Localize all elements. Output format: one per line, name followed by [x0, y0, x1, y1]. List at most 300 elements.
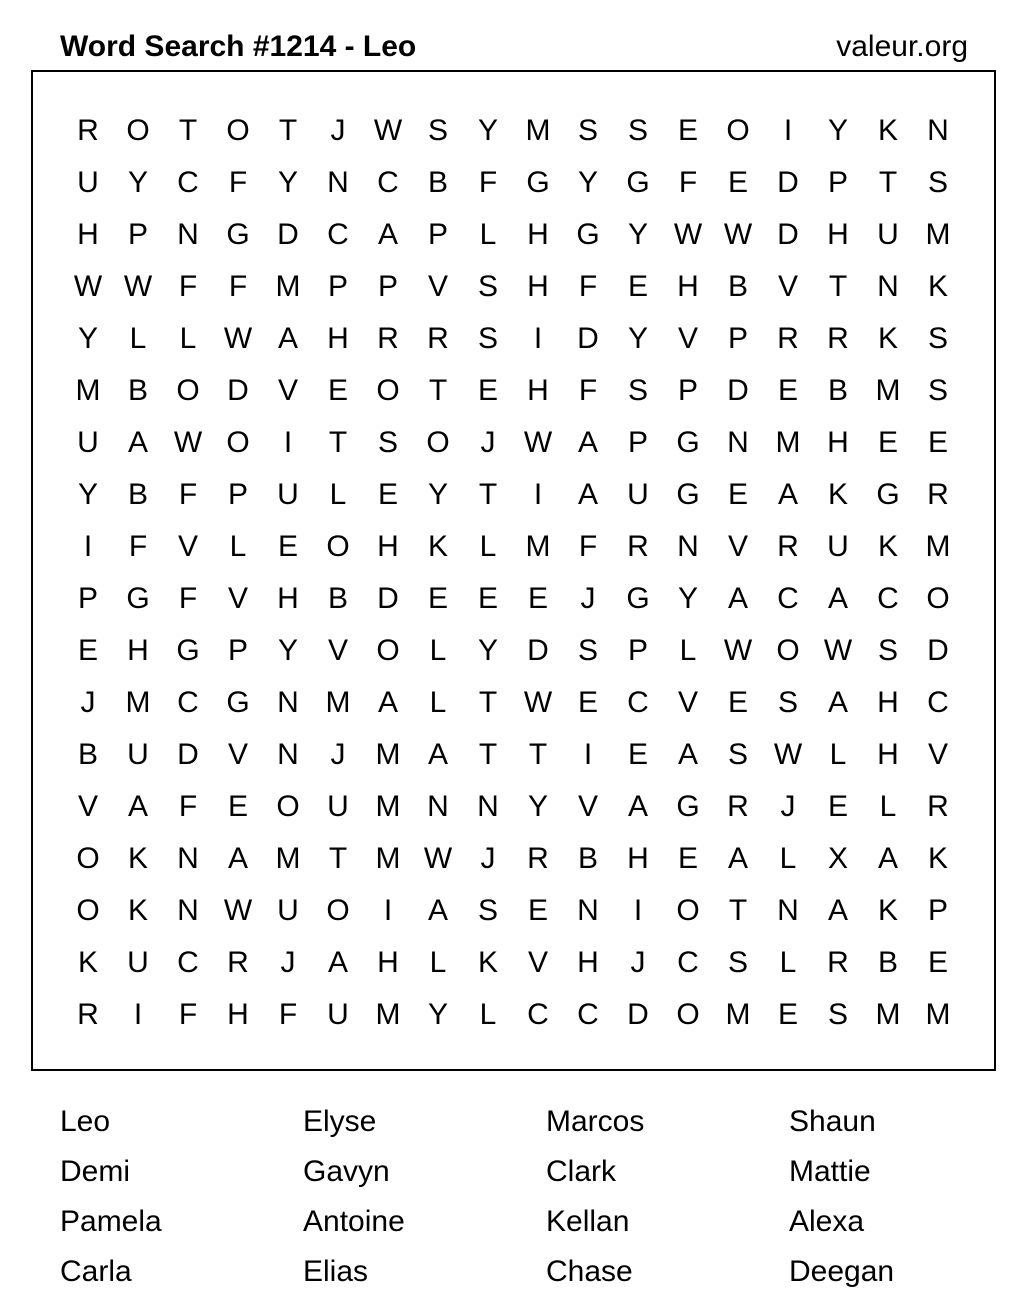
grid-letter: S — [727, 738, 748, 771]
grid-letter: A — [727, 582, 748, 615]
grid-letter: G — [176, 634, 200, 667]
grid-letter: R — [627, 530, 649, 563]
grid-letter: J — [80, 686, 96, 719]
grid-letter: W — [223, 322, 253, 355]
grid-letter: V — [227, 582, 248, 615]
grid-letter: Y — [427, 998, 448, 1031]
grid-letter: C — [177, 166, 199, 199]
grid-letter: V — [777, 270, 798, 303]
grid-letter: H — [827, 218, 849, 251]
grid-letter: M — [875, 998, 901, 1031]
grid-letter: L — [129, 322, 147, 355]
grid-letter: O — [176, 374, 200, 407]
grid-letter: M — [375, 790, 401, 823]
grid-letter: K — [427, 530, 448, 563]
grid-letter: E — [727, 686, 748, 719]
grid-letter: C — [927, 686, 949, 719]
grid-letter: Y — [677, 582, 698, 615]
grid-letter: A — [827, 686, 848, 719]
grid-letter: O — [276, 790, 300, 823]
grid-letter: A — [227, 842, 248, 875]
grid-letter: R — [427, 322, 449, 355]
grid-letter: A — [727, 842, 748, 875]
grid-letter: E — [727, 478, 748, 511]
grid-letter: Y — [277, 166, 298, 199]
grid-letter: L — [879, 790, 897, 823]
grid-letter: O — [426, 426, 450, 459]
grid-letter: S — [577, 114, 598, 147]
grid-letter: E — [377, 478, 398, 511]
grid-letter: M — [275, 270, 301, 303]
grid-letter: E — [527, 894, 548, 927]
grid-letter: F — [178, 270, 198, 303]
grid-letter: N — [927, 114, 949, 147]
grid-letter: O — [926, 582, 950, 615]
grid-letter: V — [727, 530, 748, 563]
grid-letter: M — [375, 998, 401, 1031]
grid-letter: S — [777, 686, 798, 719]
grid-letter: I — [83, 530, 93, 563]
grid-letter: E — [927, 946, 948, 979]
grid-letter: H — [377, 530, 399, 563]
grid-letter: C — [677, 946, 699, 979]
grid-letter: D — [727, 374, 749, 407]
grid-letter: O — [676, 894, 700, 927]
grid-letter: N — [177, 218, 199, 251]
grid-letter: O — [726, 114, 750, 147]
grid-letter: S — [477, 322, 498, 355]
grid-letter: F — [178, 478, 198, 511]
grid-letter: K — [927, 842, 948, 875]
grid-letter: G — [226, 218, 250, 251]
grid-letter: C — [627, 686, 649, 719]
grid-letter: R — [77, 114, 99, 147]
grid-letter: F — [128, 530, 148, 563]
grid-letter: E — [227, 790, 248, 823]
grid-letter: E — [777, 374, 798, 407]
grid-letter: W — [673, 218, 703, 251]
grid-letter: K — [127, 894, 148, 927]
grid-letter: E — [427, 582, 448, 615]
grid-letter: R — [77, 998, 99, 1031]
grid-letter: E — [777, 998, 798, 1031]
grid-letter: P — [227, 478, 248, 511]
grid-letter: J — [330, 114, 346, 147]
grid-letter: H — [627, 842, 649, 875]
grid-letter: M — [925, 998, 951, 1031]
word-list-item: Elias — [303, 1255, 369, 1288]
grid-letter: W — [773, 738, 803, 771]
grid-letter: Y — [427, 478, 448, 511]
grid-letter: M — [375, 842, 401, 875]
grid-letter: V — [427, 270, 448, 303]
grid-letter: B — [77, 738, 98, 771]
grid-letter: E — [477, 374, 498, 407]
grid-letter: T — [828, 270, 848, 303]
grid-letter: W — [373, 114, 403, 147]
grid-letter: L — [479, 998, 497, 1031]
grid-letter: O — [226, 426, 250, 459]
grid-letter: C — [177, 686, 199, 719]
grid-letter: U — [827, 530, 849, 563]
word-list-item: Mattie — [789, 1155, 871, 1188]
grid-letter: H — [877, 686, 899, 719]
grid-letter: F — [578, 530, 598, 563]
grid-letter: B — [127, 478, 148, 511]
grid-letter: H — [527, 374, 549, 407]
grid-letter: D — [627, 998, 649, 1031]
grid-letter: A — [277, 322, 298, 355]
grid-letter: I — [383, 894, 393, 927]
grid-letter: G — [676, 790, 700, 823]
grid-letter: P — [677, 374, 698, 407]
grid-letter: C — [377, 166, 399, 199]
grid-letter: Y — [477, 634, 498, 667]
grid-letter: O — [76, 894, 100, 927]
grid-letter: D — [377, 582, 399, 615]
grid-letter: P — [377, 270, 398, 303]
grid-letter: O — [376, 374, 400, 407]
grid-letter: D — [577, 322, 599, 355]
grid-letter: W — [823, 634, 853, 667]
grid-letter: C — [177, 946, 199, 979]
grid-letter: G — [576, 218, 600, 251]
word-list-item: Demi — [60, 1155, 131, 1188]
grid-letter: R — [927, 790, 949, 823]
grid-letter: N — [327, 166, 349, 199]
grid-letter: L — [329, 478, 347, 511]
grid-letter: M — [375, 738, 401, 771]
grid-letter: C — [777, 582, 799, 615]
grid-letter: L — [479, 218, 497, 251]
grid-letter: L — [229, 530, 247, 563]
grid-letter: H — [377, 946, 399, 979]
grid-letter: L — [779, 842, 797, 875]
word-list-item: Clark — [546, 1155, 617, 1188]
grid-letter: O — [126, 114, 150, 147]
grid-letter: A — [777, 478, 798, 511]
grid-letter: N — [877, 270, 899, 303]
grid-letter: M — [925, 530, 951, 563]
grid-letter: A — [327, 946, 348, 979]
grid-letter: K — [127, 842, 148, 875]
grid-letter: L — [429, 634, 447, 667]
word-list-item: Carla — [60, 1255, 132, 1288]
grid-letter: U — [627, 478, 649, 511]
grid-letter: E — [277, 530, 298, 563]
grid-letter: H — [127, 634, 149, 667]
word-list-item: Antoine — [303, 1205, 405, 1238]
grid-letter: V — [277, 374, 298, 407]
grid-letter: A — [827, 582, 848, 615]
grid-letter: R — [777, 322, 799, 355]
grid-letter: E — [927, 426, 948, 459]
grid-letter: U — [877, 218, 899, 251]
grid-letter: E — [577, 686, 598, 719]
grid-letter: J — [480, 842, 496, 875]
grid-letter: G — [676, 426, 700, 459]
grid-letter: P — [427, 218, 448, 251]
grid-letter: W — [173, 426, 203, 459]
grid-letter: O — [76, 842, 100, 875]
grid-letter: F — [228, 166, 248, 199]
grid-letter: K — [77, 946, 98, 979]
grid-letter: S — [477, 270, 498, 303]
grid-letter: F — [578, 374, 598, 407]
grid-letter: J — [280, 946, 296, 979]
grid-letter: I — [633, 894, 643, 927]
grid-letter: D — [777, 218, 799, 251]
grid-letter: G — [676, 478, 700, 511]
grid-letter: M — [525, 530, 551, 563]
grid-letter: O — [776, 634, 800, 667]
grid-letter: B — [427, 166, 448, 199]
grid-letter: S — [877, 634, 898, 667]
grid-letter: J — [630, 946, 646, 979]
grid-letter: B — [577, 842, 598, 875]
grid-letter: A — [127, 426, 148, 459]
grid-letter: T — [728, 894, 748, 927]
grid-letter: T — [478, 738, 498, 771]
grid-letter: A — [877, 842, 898, 875]
grid-letter: V — [327, 634, 348, 667]
grid-letter: S — [627, 374, 648, 407]
grid-letter: V — [677, 686, 698, 719]
grid-letter: C — [877, 582, 899, 615]
grid-letter: A — [627, 790, 648, 823]
grid-letter: M — [275, 842, 301, 875]
grid-letter: B — [827, 374, 848, 407]
grid-letter: L — [679, 634, 697, 667]
grid-letter: W — [223, 894, 253, 927]
grid-letter: V — [677, 322, 698, 355]
grid-letter: C — [577, 998, 599, 1031]
grid-letter: Y — [577, 166, 598, 199]
grid-letter: C — [527, 998, 549, 1031]
grid-letter: D — [927, 634, 949, 667]
grid-letter: N — [427, 790, 449, 823]
word-list-item: Chase — [546, 1255, 633, 1288]
grid-letter: O — [226, 114, 250, 147]
grid-letter: S — [427, 114, 448, 147]
grid-letter: O — [376, 634, 400, 667]
grid-letter: T — [478, 686, 498, 719]
grid-letter: F — [278, 998, 298, 1031]
grid-letter: H — [827, 426, 849, 459]
grid-letter: A — [827, 894, 848, 927]
grid-letter: T — [328, 842, 348, 875]
grid-letter: N — [477, 790, 499, 823]
grid-letter: N — [577, 894, 599, 927]
word-list-item: Pamela — [60, 1205, 162, 1238]
grid-letter: M — [525, 114, 551, 147]
grid-letter: U — [277, 894, 299, 927]
grid-letter: I — [533, 478, 543, 511]
grid-letter: K — [827, 478, 848, 511]
grid-letter: Y — [127, 166, 148, 199]
grid-letter: M — [725, 998, 751, 1031]
grid-letter: M — [775, 426, 801, 459]
grid-letter: H — [227, 998, 249, 1031]
grid-letter: J — [480, 426, 496, 459]
grid-letter: W — [123, 270, 153, 303]
grid-letter: R — [227, 946, 249, 979]
word-list-item: Deegan — [789, 1255, 895, 1288]
grid-letter: G — [626, 166, 650, 199]
grid-letter: U — [327, 998, 349, 1031]
grid-letter: Y — [77, 478, 98, 511]
grid-letter: E — [677, 114, 698, 147]
grid-letter: A — [677, 738, 698, 771]
grid-letter: U — [327, 790, 349, 823]
grid-letter: R — [727, 790, 749, 823]
site-name: valeur.org — [836, 30, 968, 63]
grid-letter: P — [627, 426, 648, 459]
grid-letter: J — [780, 790, 796, 823]
grid-letter: P — [327, 270, 348, 303]
grid-letter: T — [278, 114, 298, 147]
grid-letter: E — [327, 374, 348, 407]
grid-letter: W — [723, 634, 753, 667]
grid-letter: V — [227, 738, 248, 771]
grid-letter: S — [577, 634, 598, 667]
grid-letter: S — [727, 946, 748, 979]
grid-letter: H — [577, 946, 599, 979]
grid-letter: P — [827, 166, 848, 199]
grid-letter: E — [627, 270, 648, 303]
grid-letter: V — [927, 738, 948, 771]
grid-letter: U — [127, 738, 149, 771]
grid-letter: P — [77, 582, 98, 615]
grid-letter: G — [126, 582, 150, 615]
grid-letter: I — [533, 322, 543, 355]
grid-letter: E — [727, 166, 748, 199]
grid-letter: C — [327, 218, 349, 251]
grid-letter: K — [477, 946, 498, 979]
grid-letter: K — [877, 894, 898, 927]
grid-letter: Y — [527, 790, 548, 823]
grid-letter: G — [626, 582, 650, 615]
grid-letter: X — [827, 842, 848, 875]
grid-letter: H — [877, 738, 899, 771]
grid-letter: P — [927, 894, 948, 927]
grid-letter: R — [927, 478, 949, 511]
grid-letter: H — [327, 322, 349, 355]
grid-letter: S — [827, 998, 848, 1031]
grid-letter: M — [875, 374, 901, 407]
grid-letter: D — [277, 218, 299, 251]
word-list — [60, 1097, 1030, 1297]
grid-letter: W — [523, 426, 553, 459]
grid-letter: W — [73, 270, 103, 303]
grid-letter: P — [227, 634, 248, 667]
grid-letter: E — [527, 582, 548, 615]
grid-letter: P — [627, 634, 648, 667]
grid-letter: D — [177, 738, 199, 771]
page-title: Word Search #1214 - Leo — [60, 30, 417, 63]
grid-letter: V — [177, 530, 198, 563]
grid-letter: F — [578, 270, 598, 303]
grid-letter: R — [827, 946, 849, 979]
grid-letter: S — [627, 114, 648, 147]
grid-letter: J — [580, 582, 596, 615]
grid-letter: Y — [477, 114, 498, 147]
grid-letter: J — [330, 738, 346, 771]
grid-letter: G — [226, 686, 250, 719]
grid-letter: K — [877, 114, 898, 147]
grid-letter: F — [178, 582, 198, 615]
grid-letter: S — [927, 166, 948, 199]
grid-letter: U — [277, 478, 299, 511]
grid-letter: Y — [627, 218, 648, 251]
grid-letter: Y — [77, 322, 98, 355]
grid-letter: I — [283, 426, 293, 459]
grid-letter: L — [779, 946, 797, 979]
grid-letter: T — [428, 374, 448, 407]
grid-letter: N — [727, 426, 749, 459]
word-list-item: Elyse — [303, 1105, 377, 1138]
grid-letter: R — [377, 322, 399, 355]
grid-letter: T — [528, 738, 548, 771]
grid-letter: K — [877, 530, 898, 563]
grid-letter: E — [677, 842, 698, 875]
grid-letter: S — [477, 894, 498, 927]
grid-letter: L — [479, 530, 497, 563]
grid-letter: Y — [277, 634, 298, 667]
grid-letter: N — [677, 530, 699, 563]
grid-letter: A — [577, 426, 598, 459]
grid-letter: B — [877, 946, 898, 979]
grid-letter: M — [125, 686, 151, 719]
grid-letter: P — [727, 322, 748, 355]
grid-letter: W — [723, 218, 753, 251]
grid-letter: W — [523, 686, 553, 719]
grid-letter: K — [877, 322, 898, 355]
word-list-item: Marcos — [546, 1105, 645, 1138]
grid-letter: O — [326, 530, 350, 563]
grid-letter: W — [423, 842, 453, 875]
grid-letter: A — [127, 790, 148, 823]
grid-letter: B — [327, 582, 348, 615]
grid-letter: B — [727, 270, 748, 303]
grid-letter: S — [927, 322, 948, 355]
grid-letter: H — [677, 270, 699, 303]
grid-letter: L — [179, 322, 197, 355]
grid-letter: N — [277, 738, 299, 771]
word-list-item: Alexa — [789, 1205, 865, 1238]
grid-letter: S — [377, 426, 398, 459]
grid-letter: H — [77, 218, 99, 251]
grid-letter: T — [178, 114, 198, 147]
grid-letter: E — [477, 582, 498, 615]
grid-letter: A — [427, 738, 448, 771]
grid-letter: O — [676, 998, 700, 1031]
grid-letter: G — [526, 166, 550, 199]
grid-letter: V — [77, 790, 98, 823]
grid-letter: B — [127, 374, 148, 407]
grid-letter: U — [77, 166, 99, 199]
letter-grid — [63, 105, 963, 1041]
grid-letter: S — [927, 374, 948, 407]
grid-letter: U — [77, 426, 99, 459]
grid-letter: F — [178, 790, 198, 823]
grid-letter: V — [577, 790, 598, 823]
grid-letter: H — [527, 270, 549, 303]
grid-letter: D — [227, 374, 249, 407]
grid-letter: D — [777, 166, 799, 199]
grid-letter: Y — [627, 322, 648, 355]
grid-letter: F — [678, 166, 698, 199]
